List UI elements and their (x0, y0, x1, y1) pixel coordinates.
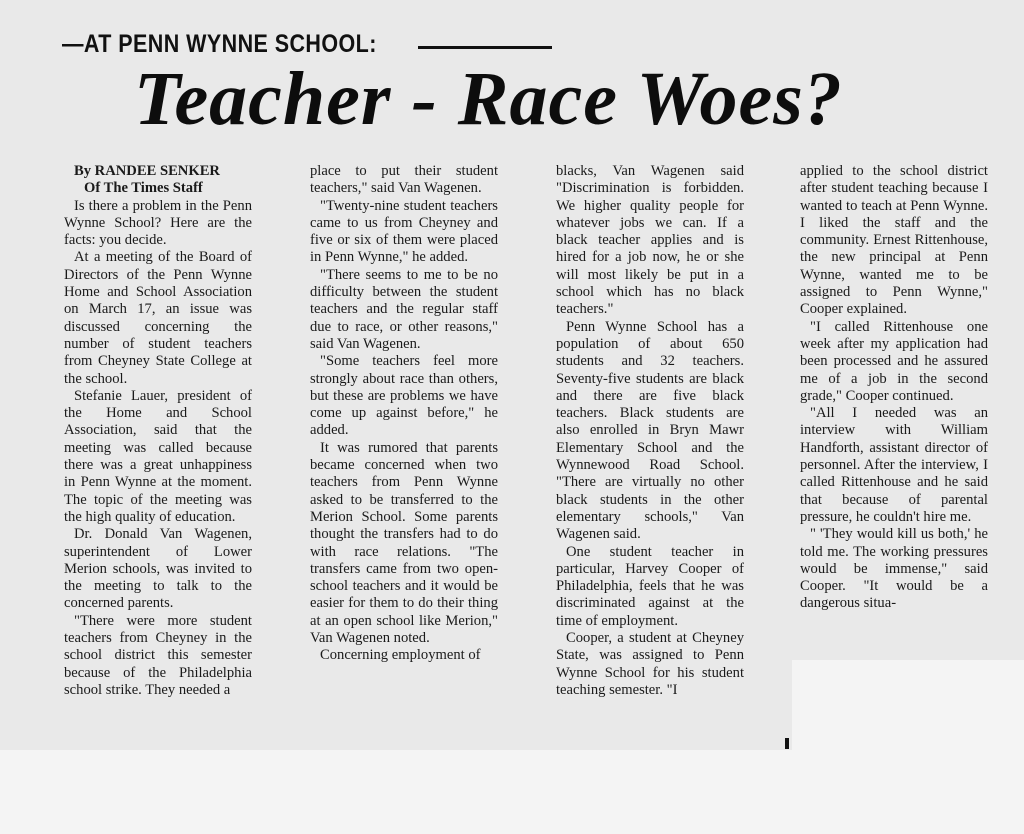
paragraph: "All I needed was an interview with William Handforth, assistant director of personnel. After the interview, I called Rittenhouse and he said that because of parental pressure, he couldn't hire me. (800, 405, 988, 525)
paragraph-continued: blacks, Van Wagenen said "Discrimination is forbidden. We higher quality people for whatever jobs we can. If a black teacher applies and is hired for a job now, he or she will most likely be put in a school which has no black teachers." (556, 163, 744, 318)
blank-margin-right (792, 660, 1024, 834)
paragraph: At a meeting of the Board of Directors of the Penn Wynne Home and School Association on March 17, an issue was discussed concerning the number of student teachers from Cheyney State College at the school. (64, 249, 252, 387)
byline-staff: Of The Times Staff (84, 180, 203, 197)
paragraph: It was rumored that parents became concerned when two teachers from Penn Wynne asked to be transferred to the Merion School. Some parents thought the transfers had to do with race relations. "The transfers came from two open-school teachers and it would be easier for them to do their thing at an open school like Merion," Van Wagenen noted. (310, 439, 498, 647)
section-kicker: —AT PENN WYNNE SCHOOL: (62, 30, 377, 58)
paragraph: Cooper, a student at Cheyney State, was assigned to Penn Wynne School for his student teaching semester. "I (556, 630, 744, 698)
paragraph: Concerning employment of (320, 647, 481, 664)
paragraph: Penn Wynne School has a population of about 650 students and 32 teachers. Seventy-five students are black and there are five black teachers. Black students are also enrolled in Bryn Mawr Elementary School and the Wynnewood Road School. "There are virtually no other black students in the other elementary schools," Van Wagenen said. (556, 318, 744, 543)
end-mark (785, 738, 789, 749)
article-column-2 (310, 163, 498, 665)
paragraph: "Some teachers feel more strongly about race than others, but these are problems we have come up against before," he added. (310, 353, 498, 439)
paragraph: Dr. Donald Van Wagenen, superintendent of Lower Merion schools, was invited to the meeting to talk to the concerned parents. (64, 526, 252, 612)
paragraph: "I called Rittenhouse one week after my application had been processed and he assured me of a job in the second grade," Cooper continued. (800, 318, 988, 404)
paragraph: One student teacher in particular, Harvey Cooper of Philadelphia, feels that he was discriminated against at the time of employment. (556, 543, 744, 629)
paragraph: Stefanie Lauer, president of the Home and School Association, said that the meeting was called because there was a great unhappiness in Penn Wynne at the moment. The topic of the meeting was the high quality of education. (64, 387, 252, 525)
paragraph: "Twenty-nine student teachers came to us from Cheyney and five or six of them were placed in Penn Wynne," he added. (310, 197, 498, 266)
paragraph: "There seems to me to be no difficulty between the student teachers and the regular staff due to race, or other reasons," said Van Wagenen. (310, 266, 498, 352)
paragraph-continued: place to put their student teachers," said Van Wagenen. (310, 163, 498, 197)
article-column-4 (800, 163, 988, 613)
headline: Teacher - Race Woes? (134, 57, 843, 141)
paragraph: " 'They would kill us both,' he told me. The working pressures would be immense," said Cooper. "It would be a dangerous situa- (800, 526, 988, 612)
byline: By RANDEE SENKER (74, 163, 220, 179)
paragraph-continued: applied to the school district after student teaching because I wanted to teach at Penn Wynne. I liked the staff and the community. Ernest Rittenhouse, the new principal at Penn Wynne, wanted me to be assigned to Penn Wynne," Cooper explained. (800, 163, 988, 318)
article-column-3 (556, 163, 744, 699)
article-column-1 (64, 163, 252, 699)
kicker-rule (418, 46, 552, 49)
paragraph: "There were more student teachers from Cheyney in the school district this semester because of the Philadelphia school strike. They needed a (64, 612, 252, 698)
paragraph: Is there a problem in the Penn Wynne School? Here are the facts: you decide. (64, 197, 252, 249)
